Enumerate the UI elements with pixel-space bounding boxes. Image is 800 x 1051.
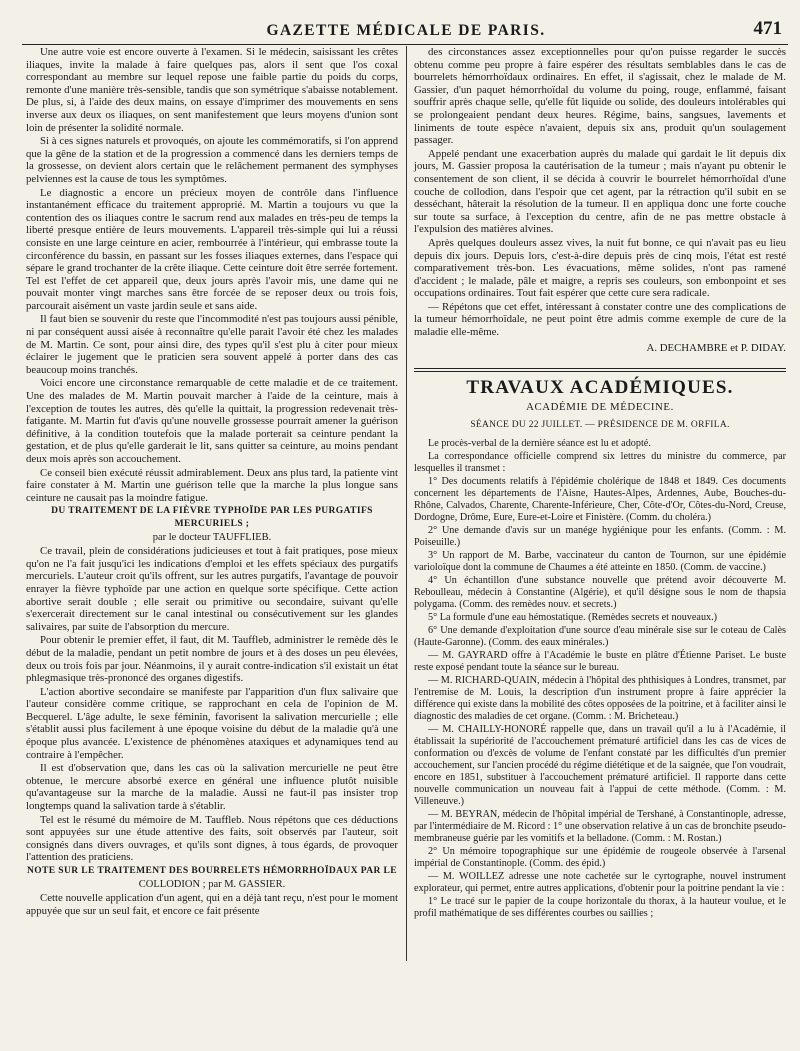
paragraph: — Répétons que cet effet, intéressant à constater contre une des complications de la tumeur hémorrhoïdale, ne peut point être admis comme exemple de cure de la maladie elle-même. <box>414 300 786 339</box>
paragraph: Tel est le résumé du mémoire de M. Tauffleb. Nous répétons que ces déductions sont appuyées sur une étude attentive des faits, soit observés par l'auteur, soit consignés dans divers ouvrages, et qu'ils sont dignes, à tous égards, de provoquer l'attention des praticiens. <box>26 813 398 864</box>
article-author: COLLODION ; par M. GASSIER. <box>138 878 286 890</box>
list-item: — M. RICHARD-QUAIN, médecin à l'hôpital des phthisiques à Londres, transmet, par l'entremise de M. Louis, la description d'un instrument propre à faire apprécier la différence qui existe dans la mobilité des côtes opposées de la poitrine, et à faciliter ainsi le diagnostic des maladies de cet organe. (Comm. : M. Bricheteau.) <box>414 675 786 723</box>
article-author: par le docteur TAUFFLIEB. <box>152 531 272 543</box>
paragraph: Après quelques douleurs assez vives, la nuit fut bonne, ce qui n'avait pas eu lieu depuis dix jours. Depuis lors, c'est-à-dire depuis près de cinq mois, l'état est resté comparativement très-bon. Les évacuations, même solides, n'ont pas ramené d'accident ; le malade, pâle et maigre, a repris ses couleurs, son embonpoint et ses occupations ordinaires. Tout fait espérer que cette cure sera radicale. <box>414 236 786 300</box>
list-item: 2° Un mémoire topographique sur une épidémie de rougeole observée à l'arsenal impérial de Constantinople. (Comm. des épid.) <box>414 846 786 870</box>
list-item: — M. WOILLEZ adresse une note cachetée sur le cyrtographe, nouvel instrument explorateur, qui permet, entre autres applications, d'obtenir pour la poitrine pendant la vie : <box>414 871 786 895</box>
left-column <box>26 46 398 921</box>
list-item: — M. GAYRARD offre à l'Académie le buste en plâtre d'Étienne Pariset. Le buste reste exposé pendant toute la séance sur le bureau. <box>414 650 786 674</box>
list-item: 3° Un rapport de M. Barbe, vaccinateur du canton de Tournon, sur une épidémie varioloïque dont la commune de Chaumes a été atteinte en 1850. (Comm. de vaccine.) <box>414 550 786 574</box>
paragraph: Appelé pendant une exacerbation auprès du malade qui gardait le lit depuis dix jours, M. Gassier proposa la cautérisation de la tumeur ; mais n'ayant pu obtenir le consentement de son client, il se décida à couvrir le bourrelet hémorrhoïdal d'une couche de collodion, dans l'espoir que cet agent, par la rétraction qu'il subit en se desséchant, hâterait la résolution de la tumeur. Il en appliqua donc une forte couche sur toute sa surface, à l'exception du centre, afin de ne pas mettre obstacle à l'expulsion des matières alvines. <box>414 147 786 236</box>
paragraph: Il est d'observation que, dans les cas où la salivation mercurielle ne peut être obtenue, le mercure absorbé exerce en général une influence plutôt nuisible qu'avantageuse sur la marche de la maladie. Aussi ne faut-il pas insister trop longtemps quand la salivation tarde à s'établir. <box>26 762 398 813</box>
paragraph: Il faut bien se souvenir du reste que l'incommodité n'est pas toujours aussi pénible, ni par conséquent aussi aisée à reconnaître qu'elle parait l'avoir été chez les malades de M. Martin. Ce sont, pour ainsi dire, des types qu'il s'est plu à citer pour mieux éclairer le jugement que le praticien sera souvent appelé à porter dans des cas beaucoup moins tranchés. <box>26 313 398 376</box>
list-item: 1° Le tracé sur le papier de la coupe horizontale du thorax, à la hauteur voulue, et le profil mathématique de ses différentes courbes ou saillies ; <box>414 896 786 920</box>
list-item: 6° Une demande d'exploitation d'une source d'eau minérale sise sur le coteau de Calès (Haute-Garonne). (Comm. des eaux minérales.) <box>414 625 786 649</box>
paragraph: Le diagnostic a encore un précieux moyen de contrôle dans l'influence instantanément efficace du traitement approprié. M. Martin a toujours vu que la contention des os iliaques contre le sacrum rend aux malades en très-peu de temps la liberté presque entière de leurs mouvements. L'appareil très-simple qui lui a réussi consiste en une large ceinture en acier, rembourrée à l'intérieur, qui embrasse toute la circonférence du bassin, en passant sur les fosses iliaques externes, dans l'espace qui sépare le grand trochanter de la crête iliaque. Cette ceinture doit être serrée fortement. Tel est l'effet de cet appareil que, deux jours après l'avoir mis, une dame qui ne pouvait monter vingt marches sans être forcée de se reposer deux ou trois fois, parcourait aisément un vaste jardin seule et sans aide. <box>26 186 398 312</box>
list-item: 1° Des documents relatifs à l'épidémie cholérique de 1848 et 1849. Ces documents concernent les départements de l'Aisne, Hautes-Alpes, Ardennes, Aube, Bouches-du-Rhône, Calvados, Charente, Charente-Inférieure, Cher, Côte-d'Or, Côtes-du-Nord, Creuse, Dordogne, Drôme, Eure, Eure-et-Loire et Finistère. (Comm. du choléra.) <box>414 476 786 524</box>
section-title: TRAVAUX ACADÉMIQUES. <box>466 377 734 399</box>
page-header <box>26 0 786 46</box>
list-item: 2° Une demande d'avis sur un manége hygiénique pour les enfants. (Comm. : M. Poiseuille.) <box>414 525 786 549</box>
paragraph: Pour obtenir le premier effet, il faut, dit M. Tauffleb, administrer le remède dès le début de la maladie, pendant un petit nombre de jours et à des doses un peu élevées, deux ou trois fois par jour. Néanmoins, il y aurait contre-indication s'il existait un état phlegmasique très-prononcé des organes digestifs. <box>26 634 398 685</box>
signature: A. DECHAMBRE et P. DIDAY. <box>646 341 786 354</box>
paragraph: Ce travail, plein de considérations judicieuses et tout à fait pratiques, pose mieux qu'on ne l'a fait jusqu'ici les indications d'emploi et les effets spéciaux des purgatifs mercuriels. L'auteur croit qu'ils offrent, sur les autres purgatifs, l'avantage de pouvoir enrayer la fièvre typhoïde par une action en quelque sorte spécifique. Cette action abortive serait double ; elle serait ou primitive ou secondaire, suivant qu'elle s'exercerait directement sur le canal intestinal ou consécutivement sur les glandes salivaires, par suite de l'absorption du mercure. <box>26 545 398 633</box>
paragraph: L'action abortive secondaire se manifeste par l'apparition d'un flux salivaire que l'auteur considère comme critique, se rapprochant en cela de l'opinion de M. Becquerel. L'âge adulte, le sexe féminin, favorisent la salivation mercurielle ; elle s'établit aussi plus facilement à une époque voisine du début de la maladie qu'à une époque plus avancée. L'existence de phénomènes ataxiques et adynamiques tend au contraire à l'empêcher. <box>26 685 398 761</box>
list-item: La correspondance officielle comprend six lettres du ministre du commerce, par lesquelles il transmet : <box>414 451 786 475</box>
paragraph: Ce conseil bien exécuté réussit admirablement. Deux ans plus tard, la patiente vint faire constater à M. Martin une guérison telle que la marche la plus longue sans ceinture ne causait pas la moindre fatigue. <box>26 466 398 504</box>
article-title: NOTE SUR LE TRAITEMENT DES BOURRELETS HÉMORRHOÏDAUX PAR LE <box>26 866 397 876</box>
proceedings <box>414 438 786 920</box>
list-item: 5° La formule d'une eau hémostatique. (Remèdes secrets et nouveaux.) <box>428 612 718 624</box>
paragraph: des circonstances assez exceptionnelles pour qu'on puisse regarder le succès obtenu comme peu propre à faire espérer des résultats semblables dans le cas de bourrelets hémorrhoïdaux ordinaires. En effet, il s'agissait, chez le malade de M. Gassier, d'un paquet hémorrhoïdal du volume du poing, rouge, enflammé, faisant souffrir après chaque selle, qu'elle fût liquide ou solide, des douleurs intolérables qui se prolongeaient pendant deux heures. Régime, bains, sangsues, lavements et liniments de toute espèce n'avaient, depuis six ans, produit qu'un soulagement passager. <box>414 46 786 147</box>
column-divider <box>406 46 407 961</box>
right-column <box>414 46 786 921</box>
section-rule <box>414 371 786 372</box>
session-heading: SÉANCE DU 22 JUILLET. — PRÉSIDENCE DE M. ORFILA. <box>470 420 730 431</box>
page-number: 471 <box>753 18 782 39</box>
header-rule <box>22 44 788 45</box>
article-title: DU TRAITEMENT DE LA FIÈVRE TYPHOÏDE PAR LES PURGATIFS MERCURIELS ; <box>51 506 373 529</box>
list-item: — M. CHAILLY-HONORÉ rappelle que, dans un travail qu'il a lu à l'Académie, il établissait la supériorité de l'accouchement prématuré artificiel dans les cas de vices de conformation ou d'excès de volume de l'enfant constaté par les difficultés d'un premier accouchement, sur l'ancien procédé du régime diététique et de la saignée, que l'on voudrait, encore en 1851, substituer à l'accouchement prématuré artificiel. Il rapporte dans cette nouvelle communication un nouveau fait à l'appui de cette méthode. (Comm. : M. Villeneuve.) <box>414 724 786 808</box>
journal-title: GAZETTE MÉDICALE DE PARIS. <box>266 22 546 39</box>
paragraph: Voici encore une circonstance remarquable de cette maladie et de ce traitement. Une des malades de M. Martin pouvait marcher à l'aide de la ceinture, mais à l'exception de toutes les autres, dès qu'elle la quittait, la progression redevenait très-fatigante. M. Martin fut d'avis qu'une nouvelle grossesse pourrait amener la guérison définitive, à la condition toutefois que la malade porterait sa ceinture pendant la gestation, et de plus qu'elle garderait le lit, sans quitter sa ceinture, au moins pendant deux mois après son accouchement. <box>26 377 398 465</box>
list-item: Le procès-verbal de la dernière séance est lu et adopté. <box>428 438 651 450</box>
section-rule <box>414 368 786 369</box>
paragraph: Une autre voie est encore ouverte à l'examen. Si le médecin, saisissant les crêtes iliaques, invite la malade à faire quelques pas, alors il sent que l'os coxal correspondant au membre sur lequel repose une faible partie du poids du corps, remonte d'une manière très-sensible, tandis que son symétrique s'abaisse notablement. De plus, si, à l'aide des deux mains, on essaye d'imprimer des mouvements en sens inverse aux deux os iliaques, on sent manifestement que leurs moyens d'union sont loin de présenter la solidité normale. <box>26 46 398 134</box>
list-item: 4° Un échantillon d'une substance nouvelle que prétend avoir découverte M. Reboulleau, médecin à Constantine (Algérie), et qu'il désigne sous le nom de thapsia polygama. (Comm. des remèdes nouv. et secrets.) <box>414 575 786 611</box>
text-columns <box>26 46 786 921</box>
list-item: — M. BEYRAN, médecin de l'hôpital impérial de Tershané, à Constantinople, adresse, par l'intermédiaire de M. Ricord : 1° une observation relative à un cas de bronchite pseudo-membraneuse guérie par les vomitifs et la belladone. (Comm. : M. Rostan.) <box>414 809 786 845</box>
academy-heading: ACADÉMIE DE MÉDECINE. <box>526 400 674 413</box>
paragraph: Cette nouvelle application d'un agent, qui en a déjà tant reçu, n'est pour le moment appuyée que sur un seul fait, et encore ce fait présente <box>26 892 398 917</box>
paragraph: Si à ces signes naturels et provoqués, on ajoute les commémoratifs, si l'on apprend que la gêne de la station et de la progression a commencé dans les derniers temps de la grossesse, on devient alors certain que le relâchement permanent des symphyses pelviennes est la cause de tous les symptômes. <box>26 135 398 185</box>
